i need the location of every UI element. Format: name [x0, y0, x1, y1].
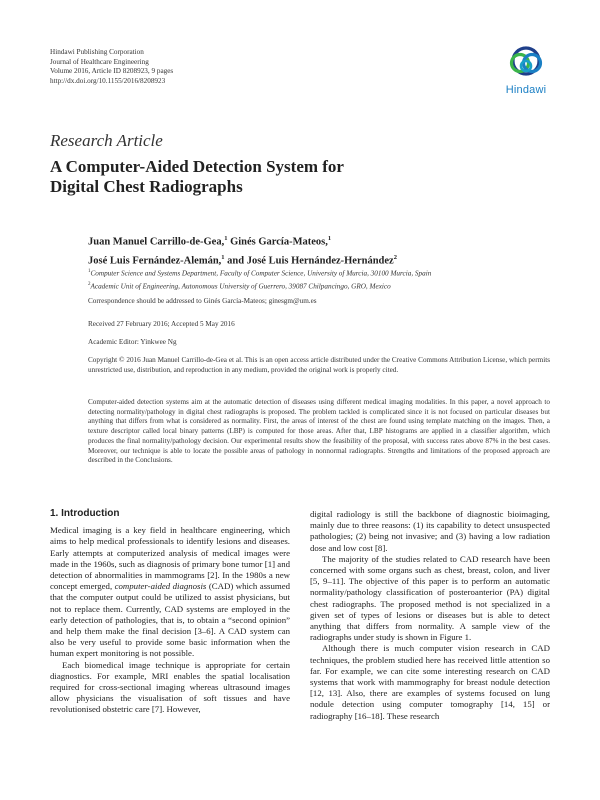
- publisher-name: Hindawi Publishing Corporation: [50, 48, 144, 56]
- right-paragraph-1: digital radiology is still the backbone of diagnostic bioimaging, mainly due to three reasons: (1) its capability to detect unsuspected pathologies; (2) being not invasive; and (3) having a low radiation dose and low cost [8].: [310, 509, 550, 553]
- journal-name: Journal of Healthcare Engineering: [50, 57, 149, 66]
- affiliation-1-marker: 1: [88, 269, 91, 274]
- academic-editor: Academic Editor: Yinkwee Ng: [88, 338, 177, 346]
- affiliations: [88, 266, 548, 293]
- author-1: Juan Manuel Carrillo-de-Gea,: [88, 236, 225, 248]
- affiliation-2: Academic Unit of Engineering, Autonomous University of Guerrero, 39087 Chilpancingo, GRO, Mexico: [90, 282, 391, 291]
- left-paragraph-1: [50, 525, 290, 659]
- hindawi-rings-icon: [505, 45, 547, 83]
- volume-info: Volume 2016, Article ID 8208923, 9 pages: [50, 67, 174, 76]
- author-2: Ginés García-Mateos,: [227, 236, 328, 248]
- article-type: Research Article: [50, 131, 163, 150]
- abstract: Computer-aided detection systems aim at the automatic detection of diseases using different medical imaging modalities. In this paper, a novel approach to detecting normality/pathology in digital chest radiographs is proposed. The problem tackled is complicated since it is not focused on particular diseases but anything that differs from what is considered as normality. First, the areas of interest of the chest are found using template matching on the images. Then, a texture descriptor called local binary patterns (LBP) is computed for those areas. After that, LBP histograms are applied in a classifier algorithm, which produces the final normality/pathology decision. Our experimental results show the feasibility of the proposal, with success rates above 87% in the best cases. Moreover, our technique is able to locate the possible areas of pathology in nonnormal radiographs. Strengths and limitations of the proposed approach are described in the Conclusions.: [88, 398, 550, 465]
- correspondence: Correspondence should be addressed to Ginés García-Mateos; ginesgm@um.es: [88, 297, 317, 305]
- author-3-affiliation: 1: [221, 253, 225, 261]
- doi-link[interactable]: http://dx.doi.org/10.1155/2016/8208923: [50, 76, 166, 85]
- hindawi-logo-text: Hindawi: [505, 84, 547, 96]
- right-paragraph-2: The majority of the studies related to CAD research have been concerned with some organs such as chest, breast, colon, and liver [5, 9–11]. The objective of this paper is to perform an automatic normality/pathology classification of posteroanterior (PA) digital chest radiographs. The proposed method is not specialized in a given set of types of lesions or diseases but is able to detect anything that differs from normality. A sample view of the radiographs under study is shown in Figure 1.: [310, 553, 550, 643]
- left-paragraph-2: Each biomedical image technique is appropriate for certain diagnostics. For example, MRI enables the spatial localisation required for cross-sectional imaging whereas ultrasound images allow physicians the visualisation of soft tissues and have revolutionised obstetric care [7]. However,: [50, 659, 290, 715]
- article-title: [50, 157, 470, 197]
- left-paragraph-1-text-a: Medical imaging is a key field in healthcare engineering, which aims to help medical professionals to identify lesions and diseases. Early attempts at computerized analysis of medical images were made in the 1960s, such as diagnosis of primary bone tumor [1] and detection of abnormalities in mammograms [2]. In the 1980s a new concept emerged,: [50, 525, 290, 592]
- hindawi-logo: [500, 45, 552, 96]
- body-right-column: [310, 509, 550, 722]
- title-line-2: Digital Chest Radiographs: [50, 177, 243, 196]
- affiliation-2-marker: 2: [88, 282, 91, 288]
- author-1-affiliation: 1: [224, 235, 228, 242]
- right-paragraph-3: Although there is much computer vision research in CAD techniques, the problem studied here has received little attention so far. For example, we can cite some interesting research on CAD systems that work with mammography for breast nodule detection [12, 13]. Also, there are examples of systems focused on lung nodule detection using computer tomography [14, 15] or radiography [16–18]. These research: [310, 643, 550, 721]
- body-left-column: [50, 508, 290, 716]
- author-2-affiliation: 1: [327, 235, 332, 242]
- author-3: José Luis Fernández-Alemán,: [88, 255, 222, 266]
- copyright-notice: Copyright © 2016 Juan Manuel Carrillo-de-Gea et al. This is an open access article distributed under the Creative Commons Attribution License, which permits unrestricted use, distribution, and reproduction in any medium, provided the original work is properly cited.: [88, 356, 550, 374]
- section-heading-introduction: 1. Introduction: [50, 508, 120, 519]
- left-paragraph-1-emphasis: computer-aided diagnosis: [114, 581, 207, 592]
- received-accepted-dates: Received 27 February 2016; Accepted 5 May 2016: [88, 320, 235, 328]
- title-line-1: A Computer-Aided Detection System for: [50, 157, 344, 176]
- publication-info: [50, 48, 173, 86]
- author-list: [88, 231, 528, 268]
- left-paragraph-1-text-b: (CAD) which assumed that the computer output could be utilized to assist physicians, but not to replace them. Currently, CAD systems are employed in the early detection of pathologies, that is, to obtain a “second opinion” and help them make the final decision [3–6]. A CAD system can also be very useful to provide some basic information when the human expert monitoring is not possible.: [50, 581, 291, 659]
- author-4-affiliation: 2: [393, 253, 397, 261]
- affiliation-1: Computer Science and Systems Department, Faculty of Computer Science, University of Murcia, 30100 Murcia, Spain: [90, 269, 432, 278]
- author-4: and José Luis Hernández-Hernández: [224, 255, 394, 266]
